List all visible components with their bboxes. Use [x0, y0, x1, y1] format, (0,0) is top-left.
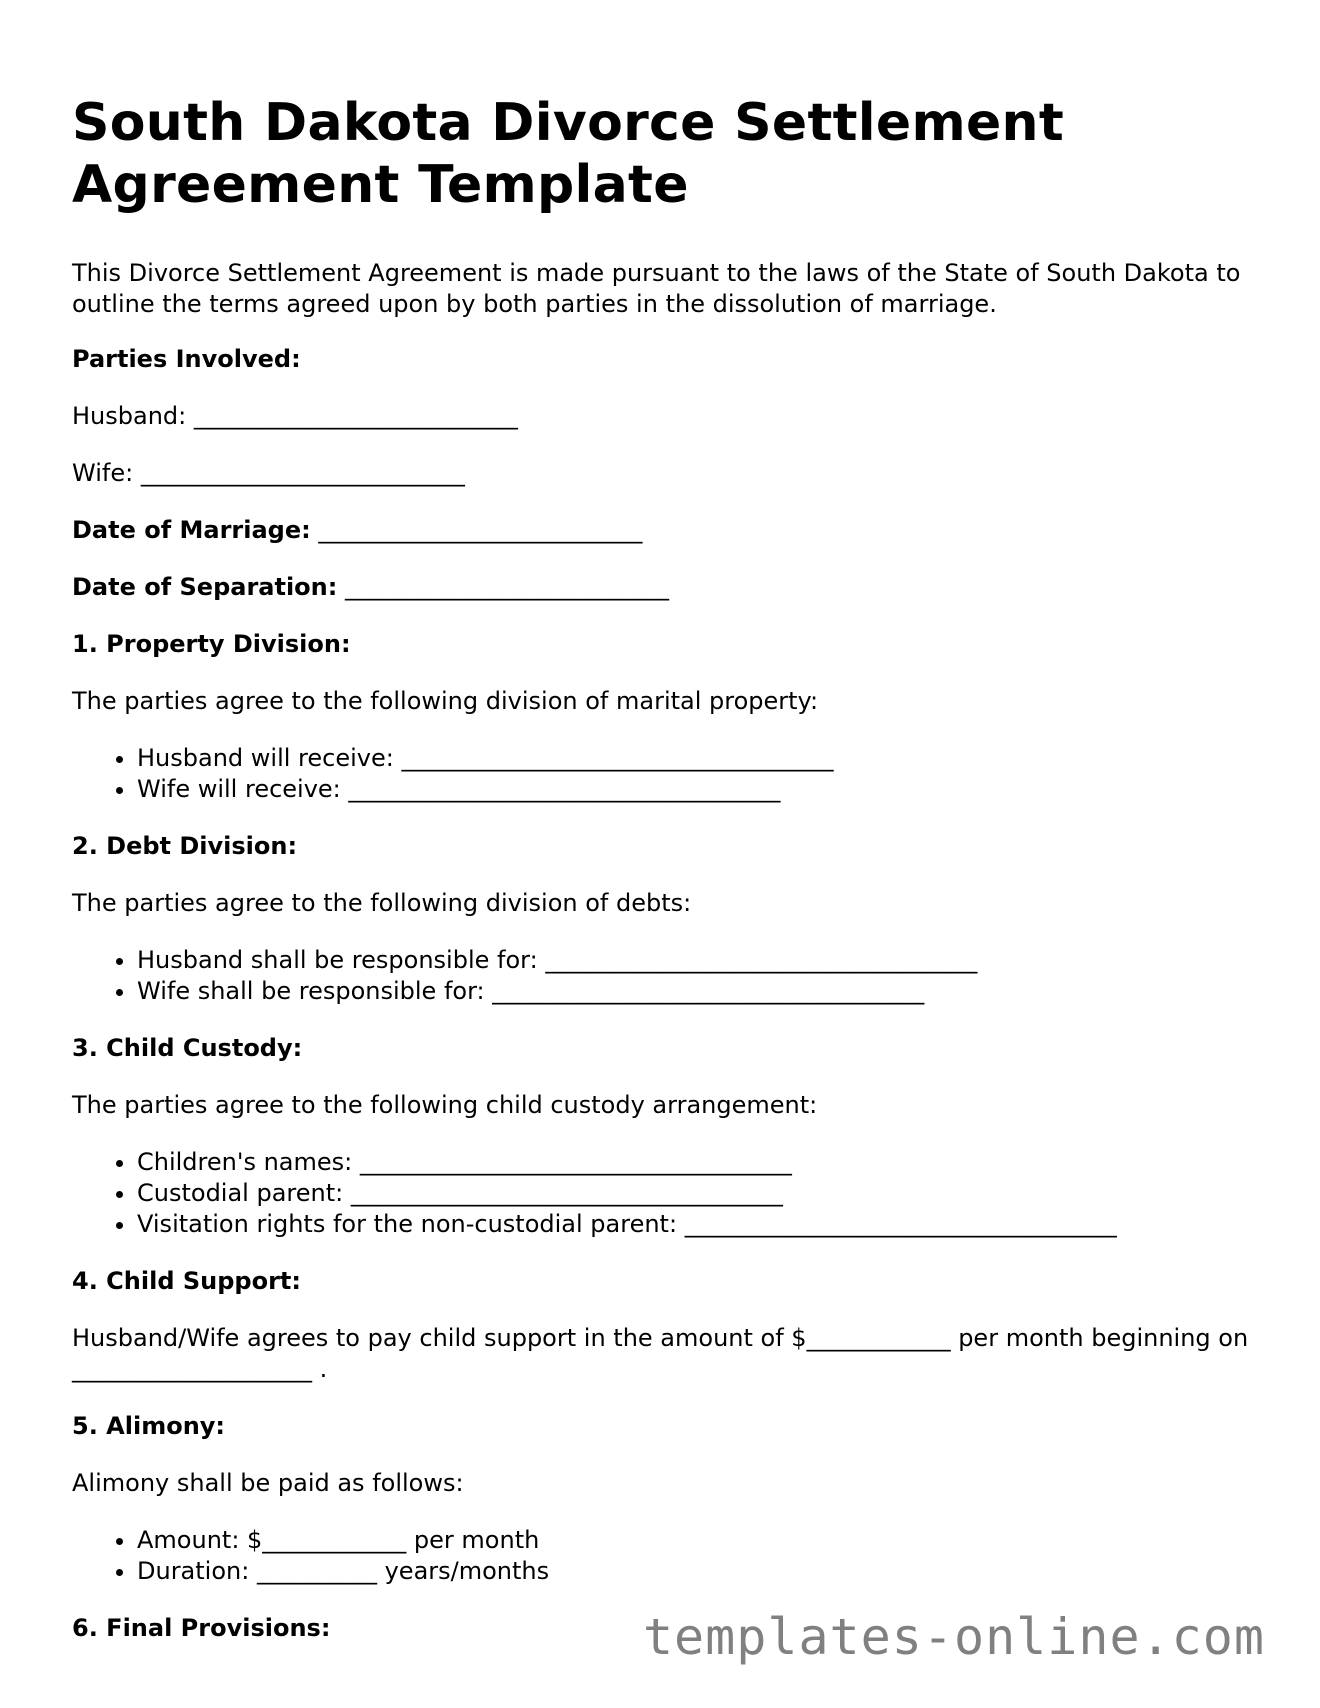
custody-text: The parties agree to the following child custody arrangement:	[72, 1091, 818, 1119]
list-item	[137, 1147, 1252, 1178]
wife-debt-blank[interactable]: ____________________________________	[492, 977, 925, 1005]
husband-line	[72, 401, 1252, 432]
date-of-marriage-blank[interactable]: ___________________________	[318, 516, 643, 544]
support-text-1: Husband/Wife agrees to pay child support in the amount of $	[72, 1324, 807, 1352]
intro-paragraph: This Divorce Settlement Agreement is made pursuant to the laws of the State of South Dakota to outline the terms agreed upon by both parties in the dissolution of marriage.	[72, 259, 1241, 318]
husband-receive-blank[interactable]: ____________________________________	[401, 744, 834, 772]
date-of-separation-blank[interactable]: ___________________________	[345, 573, 669, 601]
husband-debt-blank[interactable]: ____________________________________	[545, 946, 978, 974]
support-text	[72, 1323, 1252, 1385]
support-text-3: .	[312, 1355, 328, 1383]
list-item	[137, 945, 1252, 976]
alimony-heading: 5. Alimony:	[72, 1412, 226, 1440]
custodial-parent-label: Custodial parent:	[137, 1179, 344, 1207]
list-item	[137, 774, 1252, 805]
alimony-duration-blank[interactable]: __________	[256, 1557, 377, 1585]
husband-label: Husband:	[72, 402, 187, 430]
custody-list	[72, 1147, 1252, 1240]
alimony-amount-suffix: per month	[406, 1526, 540, 1554]
husband-receive-label: Husband will receive:	[137, 744, 394, 772]
alimony-duration-label: Duration:	[137, 1557, 250, 1585]
custody-heading: 3. Child Custody:	[72, 1034, 303, 1062]
wife-label: Wife:	[72, 459, 134, 487]
debt-list	[72, 945, 1252, 1007]
date-of-marriage-label: Date of Marriage:	[72, 516, 311, 544]
debt-text: The parties agree to the following division of debts:	[72, 889, 692, 917]
support-amount-blank[interactable]: ____________	[806, 1324, 951, 1352]
alimony-list	[72, 1525, 1252, 1587]
visitation-label: Visitation rights for the non-custodial parent:	[137, 1210, 678, 1238]
debt-heading: 2. Debt Division:	[72, 832, 298, 860]
wife-blank[interactable]: ___________________________	[140, 459, 465, 487]
support-text-2: per month beginning on	[950, 1324, 1249, 1352]
list-item	[137, 1556, 1252, 1587]
document-title: South Dakota Divorce Settlement Agreement Template	[72, 93, 1064, 215]
alimony-amount-label: Amount: $	[137, 1526, 263, 1554]
children-names-blank[interactable]: ____________________________________	[359, 1148, 792, 1176]
alimony-text: Alimony shall be paid as follows:	[72, 1469, 464, 1497]
list-item	[137, 1178, 1252, 1209]
parties-heading: Parties Involved:	[72, 345, 301, 373]
list-item	[137, 1209, 1252, 1240]
visitation-blank[interactable]: ____________________________________	[684, 1210, 1117, 1238]
husband-blank[interactable]: ___________________________	[193, 402, 518, 430]
property-list	[72, 743, 1252, 805]
property-text: The parties agree to the following division of marital property:	[72, 687, 819, 715]
wife-line	[72, 458, 1252, 489]
final-heading: 6. Final Provisions:	[72, 1614, 331, 1642]
date-of-separation-label: Date of Separation:	[72, 573, 338, 601]
support-date-blank[interactable]: ____________________	[72, 1355, 312, 1383]
list-item	[137, 1525, 1252, 1556]
wife-receive-blank[interactable]: ____________________________________	[348, 775, 781, 803]
list-item	[137, 743, 1252, 774]
alimony-amount-blank[interactable]: ____________	[262, 1526, 407, 1554]
wife-debt-label: Wife shall be responsible for:	[137, 977, 485, 1005]
wife-receive-label: Wife will receive:	[137, 775, 341, 803]
document-page	[72, 92, 1252, 1670]
alimony-duration-suffix: years/months	[376, 1557, 550, 1585]
children-names-label: Children's names:	[137, 1148, 353, 1176]
date-of-separation-line	[72, 572, 1252, 603]
custodial-parent-blank[interactable]: ____________________________________	[350, 1179, 783, 1207]
husband-debt-label: Husband shall be responsible for:	[137, 946, 538, 974]
watermark: templates-online.com	[642, 1608, 1265, 1666]
support-heading: 4. Child Support:	[72, 1267, 301, 1295]
list-item	[137, 976, 1252, 1007]
property-heading: 1. Property Division:	[72, 630, 351, 658]
date-of-marriage-line	[72, 515, 1252, 546]
